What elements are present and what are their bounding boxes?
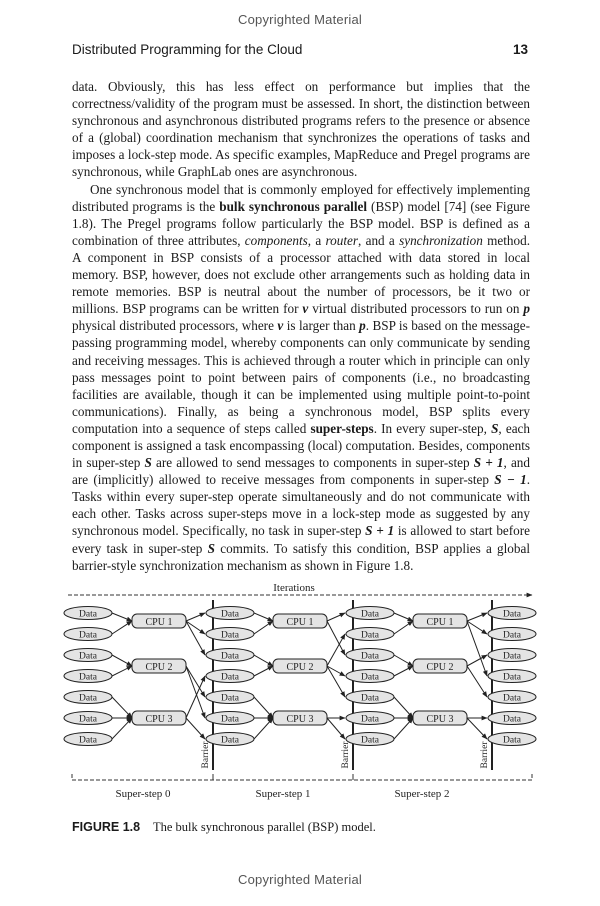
watermark-top: Copyrighted Material — [238, 12, 362, 27]
paragraph — [72, 78, 530, 181]
data-node-label: Data — [221, 672, 239, 683]
text-run: . In every super-step, — [373, 420, 492, 436]
data-node-label: Data — [361, 735, 379, 746]
message-arrow — [467, 613, 487, 621]
data-node-label: Data — [361, 609, 379, 620]
message-arrow — [112, 655, 132, 666]
data-node-label: Data — [503, 630, 521, 641]
message-arrow — [467, 621, 487, 634]
message-arrow — [112, 718, 132, 739]
barrier-label: Barrier — [201, 741, 211, 769]
cpu-node-label: CPU 3 — [145, 714, 173, 725]
message-arrow — [112, 621, 132, 634]
message-arrow — [394, 666, 413, 676]
cpu-node-label: CPU 2 — [145, 662, 173, 673]
cpu-node-label: CPU 3 — [286, 714, 314, 725]
text-run: is allowed to start before every task in super-step — [72, 523, 531, 556]
cpu-node-label: CPU 2 — [286, 662, 314, 673]
emphasis-run: S — [491, 420, 499, 436]
data-node-label: Data — [79, 672, 97, 683]
superstep-label: Super-step 1 — [255, 788, 311, 800]
emphasis-run: synchronization — [399, 232, 483, 248]
text-run: (BSP) model [74] (see Figure 1.8). The Pregel programs follow particularly the BSP model. BSP is defined as a combination of three attributes, — [72, 198, 531, 248]
text-run: , and a — [358, 232, 400, 248]
message-arrow — [467, 718, 487, 739]
data-node-label: Data — [221, 630, 239, 641]
data-node-label: Data — [361, 672, 379, 683]
cpu-node-label: CPU 3 — [426, 714, 454, 725]
text-run: is larger than — [283, 318, 360, 334]
message-arrow — [186, 718, 205, 739]
data-node-label: Data — [361, 630, 379, 641]
text-run: , and are (implicitly) allowed to receive messages from components in super-step — [72, 455, 530, 488]
emphasis-run: bulk synchronous parallel — [219, 198, 368, 214]
data-node-label: Data — [79, 651, 97, 662]
message-arrow — [254, 655, 273, 666]
figure-caption — [72, 820, 532, 835]
running-head-title: Distributed Programming for the Cloud — [72, 42, 303, 57]
text-run: commits. To satisfy this condition, BSP applies a global barrier-style synchronization mechanism as shown in Figure 1.8. — [72, 540, 530, 573]
data-node-label: Data — [361, 714, 379, 725]
page-number: 13 — [512, 42, 528, 57]
text-run: . Tasks within every super-step operate simultaneously and do not communicate with each other. Tasks across super-steps move in a lock-step mode as suggested by any synchronous model. Specifically, no task in super-step — [72, 472, 530, 539]
text-run: are allowed to send messages to components in super-step — [151, 455, 474, 471]
paragraph — [72, 181, 530, 574]
emphasis-run: S — [207, 540, 215, 556]
message-arrow — [467, 666, 487, 697]
message-arrow — [112, 613, 132, 621]
superstep-label: Super-step 0 — [115, 788, 171, 800]
data-node-label: Data — [361, 651, 379, 662]
running-head — [72, 42, 528, 57]
message-arrow — [327, 613, 345, 621]
caption-label: FIGURE 1.8 — [72, 820, 141, 834]
caption-text: The bulk synchronous parallel (BSP) model. — [152, 820, 376, 834]
text-run: data. Obviously, this has less effect on performance but implies that the correctness/validity of the program must be assessed. In short, the distinction between synchronous and asynchronous distributed programs refers to the presence or absence of a (global) coordination mechanism that synchronizes the operations of tasks and imposes a lock-step mode. As specific examples, MapReduce and Pregel programs are synchronous, while GraphLab ones are asynchronous. — [72, 79, 530, 180]
message-arrow — [254, 666, 273, 676]
barrier-label: Barrier — [341, 741, 351, 769]
emphasis-run: super-steps — [310, 420, 374, 436]
data-node-label: Data — [503, 651, 521, 662]
text-run: One synchronous model that is commonly employed for effectively implementing distributed programs is the — [72, 181, 530, 214]
text-run: , a — [307, 232, 326, 248]
message-arrow — [112, 666, 132, 676]
message-arrow — [254, 718, 273, 739]
message-arrow — [327, 718, 345, 739]
message-arrow — [467, 655, 487, 666]
text-run: virtual distributed processors to run on — [308, 301, 524, 317]
emphasis-run: S + 1 — [473, 455, 504, 471]
data-node-label: Data — [503, 672, 521, 683]
data-node-label: Data — [221, 714, 239, 725]
data-node-label: Data — [503, 714, 521, 725]
emphasis-run: p — [359, 318, 366, 334]
superstep-bracket — [72, 774, 532, 780]
emphasis-run: S − 1 — [494, 472, 527, 488]
message-arrow — [467, 621, 487, 676]
data-node-label: Data — [503, 735, 521, 746]
message-arrow — [112, 697, 132, 718]
data-node-label: Data — [361, 693, 379, 704]
emphasis-run: v — [302, 301, 309, 317]
message-arrow — [186, 621, 205, 634]
data-node-label: Data — [79, 714, 97, 725]
superstep-label: Super-step 2 — [394, 788, 450, 800]
text-run: , each component is assigned a task encompassing (local) computation. Besides, components in super-step — [72, 420, 530, 471]
message-arrow — [254, 621, 273, 634]
data-node-label: Data — [503, 693, 521, 704]
data-node-label: Data — [79, 630, 97, 641]
message-arrow — [394, 718, 413, 739]
data-node-label: Data — [221, 651, 239, 662]
barrier-label: Barrier — [480, 741, 490, 769]
watermark-bottom: Copyrighted Material — [238, 872, 362, 887]
message-arrow — [254, 613, 273, 621]
emphasis-run: S — [144, 455, 152, 471]
cpu-node-label: CPU 1 — [426, 617, 454, 628]
message-arrow — [394, 613, 413, 621]
cpu-node-label: CPU 1 — [286, 617, 314, 628]
text-run: method. A component in BSP consists of a processor attached with data stored in local memory. BSP, however, does not exclude other arrangements such as holding data in remote memories. BSP is neutral about the number of processors, be it two or millions. BSP programs can be written for — [72, 232, 530, 317]
message-arrow — [394, 697, 413, 718]
message-arrow — [186, 621, 205, 655]
emphasis-run: S + 1 — [365, 523, 395, 539]
text-run: . BSP is based on the message-passing programming model, whereby components can only communicate by sending and receiving messages. This is achieved through a router which in principle can only pass messages point to point between pairs of components (i.e., no broadcasting facilities are available, though it can be implemented using multiple point-to-point communications). Finally, as being a synchronous model, BSP splits every computation into a sequence of steps called — [72, 318, 530, 436]
emphasis-run: components — [244, 232, 308, 248]
data-node-label: Data — [221, 693, 239, 704]
body-text — [72, 78, 530, 574]
text-run: physical distributed processors, where — [72, 318, 278, 334]
data-node-label: Data — [221, 735, 239, 746]
emphasis-run: v — [277, 318, 284, 334]
data-node-label: Data — [221, 609, 239, 620]
message-arrow — [394, 655, 413, 666]
message-arrow — [254, 697, 273, 718]
message-arrow — [186, 613, 205, 621]
data-node-label: Data — [503, 609, 521, 620]
data-node-label: Data — [79, 609, 97, 620]
data-node-label: Data — [79, 693, 97, 704]
emphasis-run: router — [325, 232, 359, 248]
data-node-label: Data — [79, 735, 97, 746]
cpu-node-label: CPU 2 — [426, 662, 454, 673]
cpu-node-label: CPU 1 — [145, 617, 173, 628]
iterations-label: Iterations — [273, 582, 315, 594]
bsp-figure — [60, 578, 540, 810]
message-arrow — [394, 621, 413, 634]
emphasis-run: p — [523, 301, 530, 317]
